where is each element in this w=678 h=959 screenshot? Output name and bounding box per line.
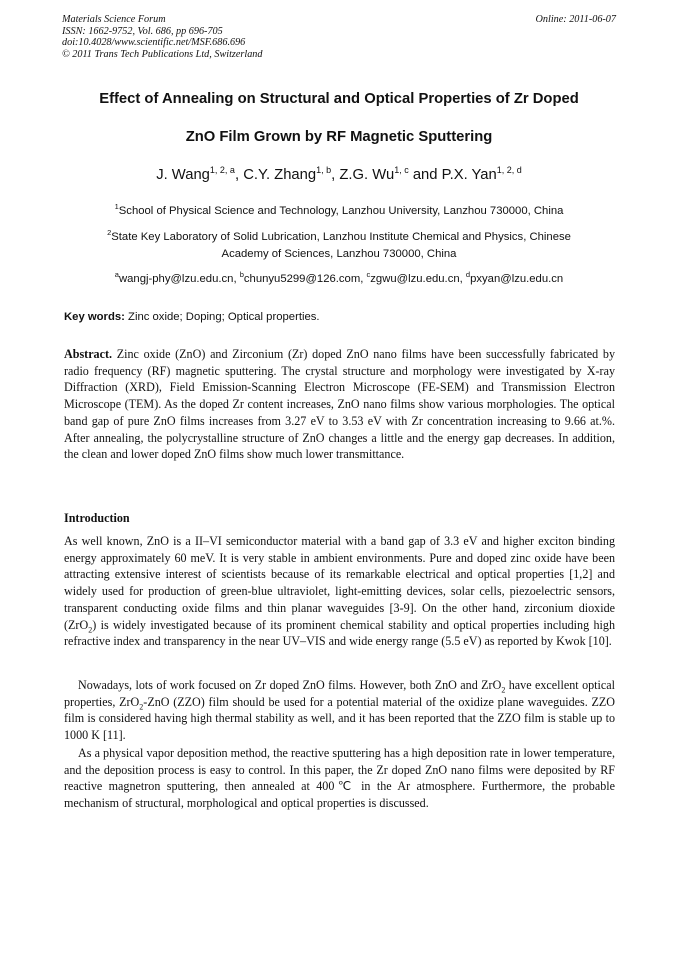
author-list (40, 166, 638, 184)
intro-paragraph-2 (64, 677, 615, 744)
section-heading-introduction: Introduction (64, 511, 130, 525)
paragraph-text: Nowadays, lots of work focused on Zr doped ZnO films. However, both ZnO and ZrO (78, 678, 502, 692)
email-separator: , (459, 273, 466, 285)
affiliation-text-continued: Academy of Sciences, Lanzhou 730000, China (221, 248, 457, 260)
author-name: C.Y. Zhang (243, 167, 317, 183)
abstract-paragraph (64, 346, 615, 463)
email-mark: c (366, 270, 371, 280)
keywords-label: Key words: (64, 311, 125, 323)
email-list (64, 271, 614, 288)
author-name: J. Wang (156, 167, 210, 183)
intro-paragraph-3: As a physical vapor deposition method, the reactive sputtering has a high deposition rate in lower temperature, and the deposition process is easy to control. In this paper, the Zr doped ZnO nano films were deposited by RF reactive magnetron sputtering, then annealed at 400℃ in the Ar atmosphere. Furthermore, the probable mechanism of structural, morphological and optical properties is discussed. (64, 746, 615, 811)
affiliation-1 (64, 203, 614, 220)
abstract-label: Abstract. (64, 347, 113, 361)
email-link[interactable]: pxyan@lzu.edu.cn (470, 273, 564, 285)
keywords-text: Zinc oxide; Doping; Optical properties. (124, 311, 320, 323)
paragraph-text: -ZnO (ZZO) film should be used for a potential material of the oxidize plane waveguides. ZZO film is considered having high thermal stability as well, and it has been reported that the ZZO film is stable up to 1000 K [11]. (64, 694, 616, 743)
email-link[interactable]: chunyu5299@126.com (243, 273, 361, 285)
author-name: P.X. Yan (441, 167, 497, 183)
copyright-line: © 2011 Trans Tech Publications Ltd, Switzerland (62, 48, 263, 60)
author-affiliation-mark: 1, b (316, 165, 332, 176)
email-separator: , (233, 273, 240, 285)
email-mark: d (465, 270, 471, 280)
author-affiliation-mark: 1, c (394, 165, 409, 176)
affiliation-mark: 2 (107, 228, 112, 238)
affiliation-text: School of Physical Science and Technology, Lanzhou University, Lanzhou 730000, China (118, 205, 564, 217)
author-affiliation-mark: 1, 2, a (209, 165, 235, 176)
affiliation-mark: 1 (114, 202, 119, 212)
keywords-line (64, 310, 618, 324)
email-link[interactable]: zgwu@lzu.edu.cn (370, 273, 460, 285)
online-date: Online: 2011-06-07 (535, 14, 616, 25)
journal-header (62, 14, 616, 60)
journal-name: Materials Science Forum (62, 14, 166, 25)
email-mark: a (114, 270, 119, 280)
intro-paragraph-1 (64, 533, 615, 650)
email-mark: b (239, 270, 244, 280)
email-link[interactable]: wangj-phy@lzu.edu.cn (118, 273, 234, 285)
paragraph-text: have excellent optical properties, ZrO (64, 678, 615, 709)
affiliation-2 (64, 229, 614, 263)
affiliation-text: State Key Laboratory of Solid Lubrication, Lanzhou Institute Chemical and Physics, Chinese (111, 231, 571, 243)
author-name: Z.G. Wu (339, 167, 395, 183)
paragraph-text: As well known, ZnO is a II–VI semiconductor material with a band gap of 3.3 eV and higher exciton binding energy approximately 60 meV. It is very stable in ambient environments. Pure and doped zinc oxide have been attracting extensive interest of scientists because of its remarkable electrical and optical properties [1,2] and widely used for production of green-blue ultraviolet, light-emitting devices, solar cells, piezoelectric sensors, transparent conducting oxide films and thin planar waveguides [3-9]. On the other hand, zirconium dioxide (ZrO (64, 534, 615, 632)
author-affiliation-mark: 1, 2, d (496, 165, 522, 176)
author-separator: and (408, 167, 442, 183)
issn-line: ISSN: 1662-9752, Vol. 686, pp 696-705 (62, 25, 223, 37)
subscript: 2 (88, 624, 93, 634)
subscript: 2 (139, 702, 144, 712)
email-separator: , (360, 273, 367, 285)
paper-title-line-1: Effect of Annealing on Structural and Optical Properties of Zr Doped (99, 91, 579, 107)
paper-title-line-2: ZnO Film Grown by RF Magnetic Sputtering (185, 129, 493, 145)
abstract-text: Zinc oxide (ZnO) and Zirconium (Zr) doped ZnO nano films have been successfully fabricated by radio frequency (RF) magnetic sputtering. The crystal structure and morphology were investigated by X-ray Diffraction (XRD), Field Emission-Scanning Electron Microscope (FE-SEM) and Transmission Electron Microscope (TEM). As the doped Zr content increases, ZnO nano films show various morphologies. The optical band gap of pure ZnO films increases from 3.27 eV to 3.53 eV with Zr concentration increasing to 9.66 at.%. After annealing, the polycrystalline structure of ZnO changes a little and the energy gap decreases. In addition, the clean and lower doped ZnO films show much lower transmittance. (64, 347, 615, 462)
subscript: 2 (501, 685, 506, 695)
paragraph-text: ) is widely investigated because of its prominent chemical stability and optical properties including high refractive index and transparency in the near UV–VIS and wide energy range (5.5 eV) as reported by Kwok [10]. (64, 617, 615, 649)
author-separator: , (331, 167, 340, 183)
doi-line: doi:10.4028/www.scientific.net/MSF.686.696 (62, 37, 246, 49)
author-separator: , (234, 167, 244, 183)
